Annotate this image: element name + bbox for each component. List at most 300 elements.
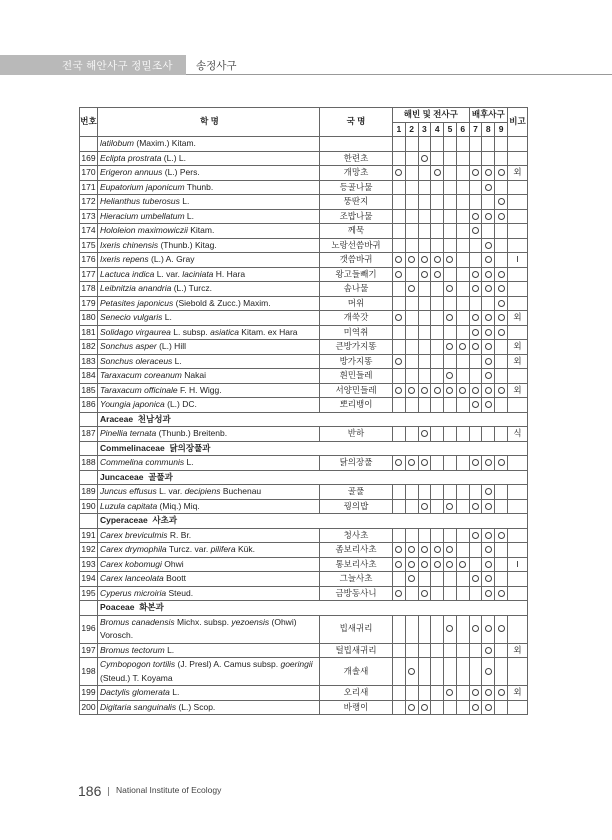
korean-name: 머위	[320, 296, 393, 311]
col-header-num: 번호	[80, 108, 98, 137]
table-row	[80, 383, 528, 398]
site-cell-5	[444, 325, 457, 340]
site-cell-1	[393, 543, 406, 558]
presence-circle-icon	[408, 459, 415, 466]
presence-circle-icon	[408, 561, 415, 568]
site-cell-1	[393, 383, 406, 398]
site-cell-5	[444, 253, 457, 268]
header-tab	[0, 55, 186, 75]
family-row	[80, 601, 528, 616]
note-cell	[508, 456, 528, 471]
site-cell-2	[405, 383, 418, 398]
presence-circle-icon	[459, 561, 466, 568]
site-cell-6	[456, 615, 469, 643]
site-cell-6	[456, 311, 469, 326]
site-cell-7	[469, 615, 482, 643]
site-cell-7	[469, 282, 482, 297]
scientific-name: Sonchus asper (L.) Hill	[98, 340, 320, 355]
site-cell-2	[405, 209, 418, 224]
presence-circle-icon	[472, 459, 479, 466]
site-cell-9	[495, 151, 508, 166]
presence-circle-icon	[472, 401, 479, 408]
scientific-name: Luzula capitata (Miq.) Miq.	[98, 499, 320, 514]
scientific-name: Carex drymophila Turcz. var. pilifera Kük.	[98, 543, 320, 558]
table-row	[80, 398, 528, 413]
site-cell-8	[482, 643, 495, 658]
row-number: 183	[80, 354, 98, 369]
korean-name: 좀보리사초	[320, 543, 393, 558]
site-cell-7	[469, 311, 482, 326]
korean-name: 개솔새	[320, 658, 393, 686]
note-cell	[508, 137, 528, 152]
site-cell-2	[405, 325, 418, 340]
presence-circle-icon	[408, 285, 415, 292]
family-name: Juncaceae 골풀과	[98, 470, 528, 485]
presence-circle-icon	[485, 387, 492, 394]
presence-circle-icon	[485, 343, 492, 350]
presence-circle-icon	[485, 546, 492, 553]
site-cell-1	[393, 311, 406, 326]
site-cell-2	[405, 398, 418, 413]
site-cell-8	[482, 398, 495, 413]
site-cell-1	[393, 700, 406, 715]
scientific-name: Dactylis glomerata L.	[98, 686, 320, 701]
korean-name: 빕새귀리	[320, 615, 393, 643]
scientific-name: Bromus canadensis Michx. subsp. yezoensis (Ohwi) Vorosch.	[98, 615, 320, 643]
site-cell-8	[482, 485, 495, 500]
site-cell-1	[393, 586, 406, 601]
site-cell-6	[456, 427, 469, 442]
korean-name: 금방동사니	[320, 586, 393, 601]
site-cell-8	[482, 427, 495, 442]
presence-circle-icon	[421, 546, 428, 553]
site-cell-6	[456, 195, 469, 210]
note-cell	[508, 398, 528, 413]
site-cell-8	[482, 456, 495, 471]
site-cell-9	[495, 340, 508, 355]
scientific-name: Eupatorium japonicum Thunb.	[98, 180, 320, 195]
site-cell-8	[482, 369, 495, 384]
site-cell-7	[469, 325, 482, 340]
site-cell-3	[418, 151, 431, 166]
row-number: 173	[80, 209, 98, 224]
site-cell-8	[482, 340, 495, 355]
site-cell-1	[393, 485, 406, 500]
site-cell-6	[456, 151, 469, 166]
presence-circle-icon	[408, 546, 415, 553]
site-cell-9	[495, 325, 508, 340]
site-cell-9	[495, 209, 508, 224]
note-cell	[508, 572, 528, 587]
site-cell-1	[393, 427, 406, 442]
site-cell-9	[495, 586, 508, 601]
site-cell-6	[456, 543, 469, 558]
site-cell-2	[405, 658, 418, 686]
site-cell-4	[431, 238, 444, 253]
table-row	[80, 586, 528, 601]
site-cell-7	[469, 485, 482, 500]
korean-name: 골풀	[320, 485, 393, 500]
site-cell-5	[444, 557, 457, 572]
korean-name: 그늘사초	[320, 572, 393, 587]
site-cell-7	[469, 180, 482, 195]
presence-circle-icon	[472, 271, 479, 278]
site-cell-2	[405, 180, 418, 195]
korean-name: 청사초	[320, 528, 393, 543]
col-header-group-beach: 해빈 및 전사구	[393, 108, 470, 123]
presence-circle-icon	[408, 575, 415, 582]
note-cell	[508, 296, 528, 311]
row-number: 178	[80, 282, 98, 297]
site-cell-1	[393, 325, 406, 340]
family-row	[80, 470, 528, 485]
site-cell-5	[444, 340, 457, 355]
site-cell-2	[405, 557, 418, 572]
presence-circle-icon	[408, 668, 415, 675]
site-cell-4	[431, 383, 444, 398]
row-number: 190	[80, 499, 98, 514]
row-number	[80, 137, 98, 152]
scientific-name: Taraxacum officinale F. H. Wigg.	[98, 383, 320, 398]
site-cell-5	[444, 282, 457, 297]
presence-circle-icon	[498, 198, 505, 205]
note-cell	[508, 586, 528, 601]
presence-circle-icon	[446, 689, 453, 696]
presence-circle-icon	[472, 689, 479, 696]
site-cell-4	[431, 340, 444, 355]
site-cell-4	[431, 369, 444, 384]
presence-circle-icon	[498, 300, 505, 307]
scientific-name: Erigeron annuus (L.) Pers.	[98, 166, 320, 181]
site-cell-5	[444, 528, 457, 543]
col-header-korean-name: 국 명	[320, 108, 393, 137]
scientific-name: Cyperus microiria Steud.	[98, 586, 320, 601]
site-cell-9	[495, 296, 508, 311]
row-number: 181	[80, 325, 98, 340]
site-cell-9	[495, 267, 508, 282]
presence-circle-icon	[498, 689, 505, 696]
site-cell-3	[418, 224, 431, 239]
site-cell-9	[495, 224, 508, 239]
header-title: 전국 해안사구 정밀조사	[62, 60, 173, 72]
site-cell-9	[495, 485, 508, 500]
row-number: 174	[80, 224, 98, 239]
presence-circle-icon	[485, 314, 492, 321]
site-cell-4	[431, 325, 444, 340]
site-cell-4	[431, 700, 444, 715]
site-cell-2	[405, 238, 418, 253]
site-cell-5	[444, 572, 457, 587]
site-cell-7	[469, 151, 482, 166]
site-cell-9	[495, 572, 508, 587]
site-cell-3	[418, 427, 431, 442]
row-number: 175	[80, 238, 98, 253]
site-cell-3	[418, 311, 431, 326]
site-cell-6	[456, 224, 469, 239]
presence-circle-icon	[485, 668, 492, 675]
scientific-name: Pinellia ternata (Thunb.) Breitenb.	[98, 427, 320, 442]
site-cell-3	[418, 499, 431, 514]
site-cell-7	[469, 354, 482, 369]
presence-circle-icon	[485, 358, 492, 365]
presence-circle-icon	[485, 184, 492, 191]
site-cell-4	[431, 686, 444, 701]
site-cell-5	[444, 311, 457, 326]
site-cell-5	[444, 398, 457, 413]
site-cell-5	[444, 267, 457, 282]
site-cell-6	[456, 137, 469, 152]
scientific-name: Solidago virgaurea L. subsp. asiatica Kitam. ex Hara	[98, 325, 320, 340]
site-cell-2	[405, 166, 418, 181]
row-number: 192	[80, 543, 98, 558]
presence-circle-icon	[485, 285, 492, 292]
note-cell: 외	[508, 686, 528, 701]
site-cell-1	[393, 267, 406, 282]
site-cell-7	[469, 658, 482, 686]
site-cell-8	[482, 137, 495, 152]
presence-circle-icon	[485, 372, 492, 379]
site-cell-3	[418, 296, 431, 311]
site-cell-2	[405, 427, 418, 442]
site-cell-3	[418, 253, 431, 268]
site-cell-1	[393, 340, 406, 355]
site-cell-1	[393, 137, 406, 152]
site-cell-6	[456, 253, 469, 268]
presence-circle-icon	[459, 387, 466, 394]
site-cell-4	[431, 354, 444, 369]
presence-circle-icon	[472, 704, 479, 711]
presence-circle-icon	[472, 387, 479, 394]
site-cell-5	[444, 485, 457, 500]
note-cell: 외	[508, 166, 528, 181]
presence-circle-icon	[421, 590, 428, 597]
presence-circle-icon	[421, 256, 428, 263]
note-cell	[508, 499, 528, 514]
page-number: 186	[78, 783, 102, 799]
site-cell-7	[469, 398, 482, 413]
site-cell-8	[482, 383, 495, 398]
site-cell-3	[418, 700, 431, 715]
site-cell-2	[405, 253, 418, 268]
presence-circle-icon	[485, 169, 492, 176]
korean-name: 바랭이	[320, 700, 393, 715]
site-cell-7	[469, 686, 482, 701]
note-cell: I	[508, 557, 528, 572]
scientific-name: Hieracium umbellatum L.	[98, 209, 320, 224]
site-cell-2	[405, 686, 418, 701]
presence-circle-icon	[395, 387, 402, 394]
row-number: 200	[80, 700, 98, 715]
korean-name: 큰방가지똥	[320, 340, 393, 355]
site-cell-3	[418, 615, 431, 643]
site-cell-3	[418, 557, 431, 572]
korean-name: 개쑥갓	[320, 311, 393, 326]
scientific-name: Leibnitzia anandria (L.) Turcz.	[98, 282, 320, 297]
site-cell-7	[469, 499, 482, 514]
site-cell-6	[456, 383, 469, 398]
site-cell-2	[405, 354, 418, 369]
site-cell-6	[456, 499, 469, 514]
row-number: 179	[80, 296, 98, 311]
col-header-site-8: 8	[482, 122, 495, 137]
site-cell-1	[393, 686, 406, 701]
site-cell-7	[469, 238, 482, 253]
note-cell	[508, 485, 528, 500]
site-cell-4	[431, 456, 444, 471]
site-cell-4	[431, 253, 444, 268]
site-cell-1	[393, 151, 406, 166]
presence-circle-icon	[485, 271, 492, 278]
site-cell-9	[495, 615, 508, 643]
site-cell-4	[431, 166, 444, 181]
col-header-site-9: 9	[495, 122, 508, 137]
site-cell-5	[444, 369, 457, 384]
site-cell-9	[495, 686, 508, 701]
note-cell: 외	[508, 340, 528, 355]
scientific-name: Sonchus oleraceus L.	[98, 354, 320, 369]
site-cell-9	[495, 238, 508, 253]
site-cell-6	[456, 528, 469, 543]
col-header-site-1: 1	[393, 122, 406, 137]
presence-circle-icon	[498, 314, 505, 321]
site-cell-8	[482, 543, 495, 558]
site-cell-4	[431, 151, 444, 166]
row-number: 195	[80, 586, 98, 601]
presence-circle-icon	[434, 561, 441, 568]
col-header-site-5: 5	[444, 122, 457, 137]
scientific-name: Bromus tectorum L.	[98, 643, 320, 658]
korean-name	[320, 137, 393, 152]
site-cell-1	[393, 572, 406, 587]
presence-circle-icon	[485, 590, 492, 597]
row-number: 169	[80, 151, 98, 166]
presence-circle-icon	[421, 704, 428, 711]
site-cell-8	[482, 180, 495, 195]
site-cell-5	[444, 643, 457, 658]
site-cell-6	[456, 398, 469, 413]
site-cell-1	[393, 166, 406, 181]
site-cell-4	[431, 180, 444, 195]
site-cell-9	[495, 311, 508, 326]
presence-circle-icon	[421, 503, 428, 510]
site-cell-6	[456, 572, 469, 587]
site-cell-1	[393, 615, 406, 643]
site-cell-3	[418, 686, 431, 701]
note-cell: 식	[508, 427, 528, 442]
site-cell-1	[393, 369, 406, 384]
note-cell	[508, 700, 528, 715]
table-row	[80, 253, 528, 268]
site-cell-8	[482, 354, 495, 369]
table-row	[80, 325, 528, 340]
site-cell-6	[456, 340, 469, 355]
presence-circle-icon	[498, 532, 505, 539]
korean-name: 왕고들빼기	[320, 267, 393, 282]
table-row	[80, 180, 528, 195]
col-header-site-7: 7	[469, 122, 482, 137]
site-cell-8	[482, 325, 495, 340]
presence-circle-icon	[498, 459, 505, 466]
family-name: Araceae 천남성과	[98, 412, 528, 427]
note-cell	[508, 543, 528, 558]
table-row	[80, 499, 528, 514]
col-header-site-6: 6	[456, 122, 469, 137]
site-cell-5	[444, 354, 457, 369]
site-cell-2	[405, 586, 418, 601]
korean-name: 꿩의밥	[320, 499, 393, 514]
col-header-site-2: 2	[405, 122, 418, 137]
presence-circle-icon	[498, 625, 505, 632]
scientific-name: Ixeris chinensis (Thunb.) Kitag.	[98, 238, 320, 253]
note-cell	[508, 658, 528, 686]
site-cell-3	[418, 166, 431, 181]
scientific-name: Youngia japonica (L.) DC.	[98, 398, 320, 413]
presence-circle-icon	[498, 590, 505, 597]
site-cell-4	[431, 615, 444, 643]
site-cell-1	[393, 354, 406, 369]
table-row	[80, 572, 528, 587]
site-cell-6	[456, 354, 469, 369]
presence-circle-icon	[498, 285, 505, 292]
note-cell	[508, 325, 528, 340]
site-cell-3	[418, 137, 431, 152]
site-cell-5	[444, 151, 457, 166]
table-row	[80, 528, 528, 543]
presence-circle-icon	[485, 459, 492, 466]
table-row	[80, 209, 528, 224]
presence-circle-icon	[485, 704, 492, 711]
scientific-name: Juncus effusus L. var. decipiens Buchenau	[98, 485, 320, 500]
korean-name: 오리새	[320, 686, 393, 701]
scientific-name: Helianthus tuberosus L.	[98, 195, 320, 210]
site-cell-4	[431, 311, 444, 326]
site-cell-3	[418, 383, 431, 398]
site-cell-7	[469, 253, 482, 268]
site-cell-8	[482, 238, 495, 253]
site-cell-5	[444, 700, 457, 715]
presence-circle-icon	[485, 503, 492, 510]
col-header-note: 비고	[508, 108, 528, 137]
row-number: 172	[80, 195, 98, 210]
presence-circle-icon	[472, 169, 479, 176]
family-row	[80, 441, 528, 456]
presence-circle-icon	[485, 532, 492, 539]
presence-circle-icon	[408, 387, 415, 394]
site-cell-7	[469, 700, 482, 715]
family-name: Cyperaceae 사초과	[98, 514, 528, 529]
site-cell-8	[482, 499, 495, 514]
site-cell-2	[405, 137, 418, 152]
note-cell	[508, 224, 528, 239]
table-row	[80, 485, 528, 500]
site-cell-2	[405, 615, 418, 643]
korean-name: 조밥나물	[320, 209, 393, 224]
row-number: 198	[80, 658, 98, 686]
table-row	[80, 557, 528, 572]
presence-circle-icon	[498, 387, 505, 394]
korean-name: 뽀리뱅이	[320, 398, 393, 413]
row-number: 184	[80, 369, 98, 384]
site-cell-2	[405, 296, 418, 311]
site-cell-4	[431, 572, 444, 587]
site-cell-6	[456, 456, 469, 471]
site-cell-2	[405, 267, 418, 282]
site-cell-3	[418, 369, 431, 384]
scientific-name: Digitaria sanguinalis (L.) Scop.	[98, 700, 320, 715]
site-cell-8	[482, 209, 495, 224]
site-cell-7	[469, 572, 482, 587]
site-cell-9	[495, 557, 508, 572]
